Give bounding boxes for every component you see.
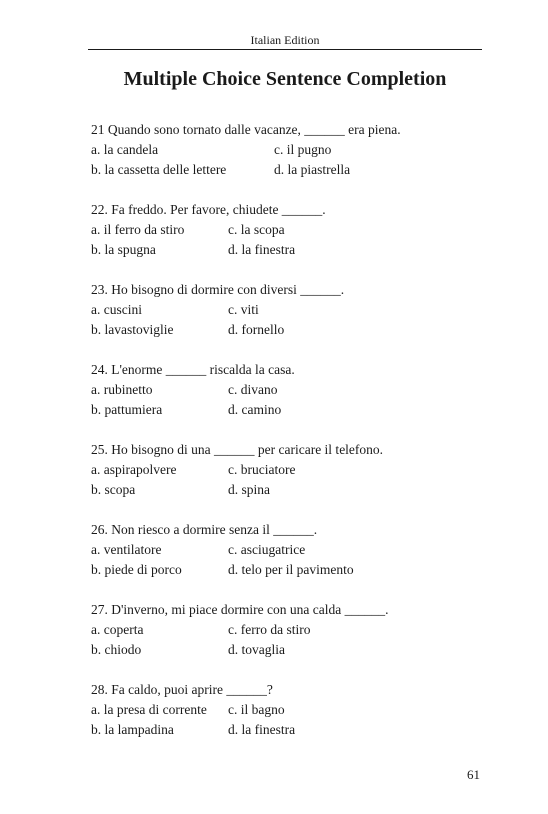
page-number: 61 [467, 767, 480, 782]
question-26 [91, 520, 491, 600]
question-text: 24. L'enorme ______ riscalda la casa. [91, 362, 295, 377]
option-b: b. piede di porco [91, 562, 182, 577]
option-c: c. divano [228, 382, 278, 397]
question-25 [91, 440, 491, 520]
option-a: a. la candela [91, 142, 159, 157]
option-a: a. rubinetto [91, 382, 153, 397]
option-row [91, 300, 491, 320]
option-c: c. la scopa [228, 222, 285, 237]
question-24 [91, 360, 491, 440]
question-text: 28. Fa caldo, puoi aprire ______? [91, 682, 273, 697]
option-b: b. chiodo [91, 642, 142, 657]
page-title: Multiple Choice Sentence Completion [123, 68, 447, 90]
option-row [91, 160, 491, 180]
option-b: b. la lampadina [91, 722, 174, 737]
option-c: c. ferro da stiro [228, 622, 311, 637]
running-header: Italian Edition [250, 33, 320, 47]
question-23 [91, 280, 491, 360]
option-d: d. fornello [228, 322, 285, 337]
option-row [91, 540, 491, 560]
option-b: b. pattumiera [91, 402, 163, 417]
option-d: d. camino [228, 402, 282, 417]
option-a: a. ventilatore [91, 542, 162, 557]
option-c: c. bruciatore [228, 462, 296, 477]
option-d: d. la finestra [228, 242, 296, 257]
option-row [91, 460, 491, 480]
option-b: b. la spugna [91, 242, 156, 257]
question-text: 23. Ho bisogno di dormire con diversi ______. [91, 282, 345, 297]
option-d: d. tovaglia [228, 642, 285, 657]
option-c: c. il pugno [274, 142, 332, 157]
option-b: b. lavastoviglie [91, 322, 174, 337]
option-row [91, 560, 491, 580]
option-row [91, 620, 491, 640]
question-text: 21 Quando sono tornato dalle vacanze, ______ era piena. [91, 122, 401, 137]
option-c: c. asciugatrice [228, 542, 306, 557]
option-row [91, 320, 491, 340]
option-a: a. aspirapolvere [91, 462, 177, 477]
option-row [91, 140, 491, 160]
option-c: c. il bagno [228, 702, 285, 717]
header-rule [88, 49, 482, 50]
option-row [91, 380, 491, 400]
question-27 [91, 600, 491, 680]
question-28 [91, 680, 491, 760]
option-row [91, 700, 491, 720]
question-text: 25. Ho bisogno di una ______ per caricare il telefono. [91, 442, 384, 457]
option-d: d. telo per il pavimento [228, 562, 354, 577]
option-a: a. il ferro da stiro [91, 222, 185, 237]
option-c: c. viti [228, 302, 259, 317]
option-d: d. la finestra [228, 722, 296, 737]
option-b: b. scopa [91, 482, 136, 497]
option-row [91, 640, 491, 660]
question-text: 27. D'inverno, mi piace dormire con una calda ______. [91, 602, 389, 617]
option-row [91, 400, 491, 420]
option-row [91, 720, 491, 740]
option-a: a. cuscini [91, 302, 142, 317]
option-d: d. spina [228, 482, 270, 497]
option-row [91, 240, 491, 260]
question-21 [91, 120, 491, 200]
option-row [91, 220, 491, 240]
option-a: a. la presa di corrente [91, 702, 207, 717]
question-text: 22. Fa freddo. Per favore, chiudete ______. [91, 202, 326, 217]
option-d: d. la piastrella [274, 162, 351, 177]
question-text: 26. Non riesco a dormire senza il ______. [91, 522, 318, 537]
question-list [91, 120, 491, 760]
option-b: b. la cassetta delle lettere [91, 162, 227, 177]
option-row [91, 480, 491, 500]
question-22 [91, 200, 491, 280]
option-a: a. coperta [91, 622, 144, 637]
